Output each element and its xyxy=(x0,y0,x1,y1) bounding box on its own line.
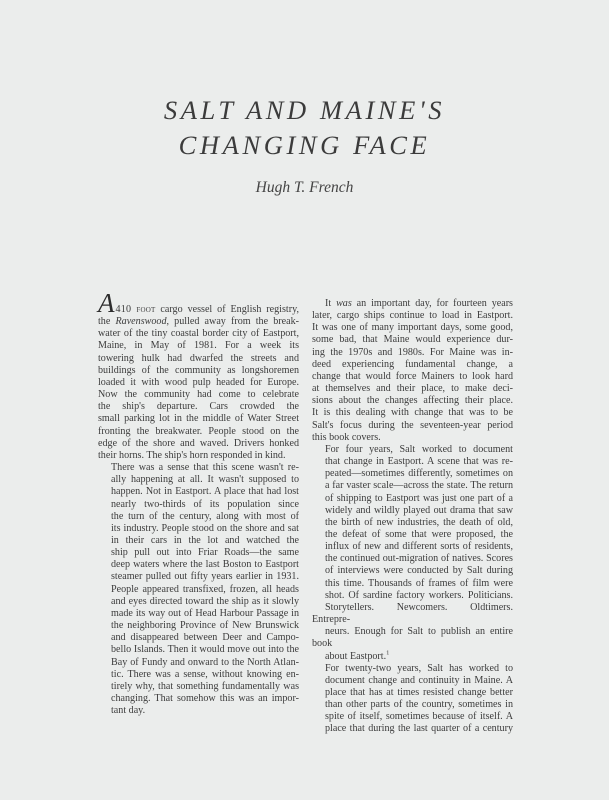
text-line: some bad, that Maine would experience dur- xyxy=(312,334,513,346)
right-column xyxy=(312,298,513,736)
text-line: that change in Eastport. A scene that was re- xyxy=(325,456,513,468)
text-line: ally happening at all. It wasn't supposed to xyxy=(111,474,299,486)
emphasis: was xyxy=(336,298,352,309)
text-line: tirely why, that something fundamentally was xyxy=(111,680,299,692)
text-line: made its way out of Head Harbour Passage in xyxy=(111,607,299,619)
text-line: tant day. xyxy=(111,705,146,717)
text-line: place that has at times resisted change better xyxy=(325,687,513,698)
author-byline: Hugh T. French xyxy=(255,179,354,196)
text-line: later, cargo ships continue to load in Eastport. xyxy=(312,310,513,322)
text-line: than other parts of the country, sometimes in xyxy=(325,699,513,711)
text-line: happen. Not in Eastport. A place that had lost xyxy=(111,486,299,498)
paragraph-opening xyxy=(98,288,299,462)
chapter-title-line-1: SALT AND MAINE'S xyxy=(163,95,446,125)
text-line: neurs. Enough for Salt to publish an entire book xyxy=(312,626,513,650)
text-line: deep waters where the last Boston to Eastport xyxy=(111,559,299,571)
drop-cap: A xyxy=(98,288,115,318)
text-line: steamer pulled out fifty years earlier in 1931. xyxy=(111,571,299,583)
text-line: widely and wildly played out drama that saw xyxy=(325,504,513,516)
text-line: People appeared transfixed, frozen, all heads xyxy=(111,583,299,595)
text-line: Bay of Fundy and onward to the North Atlan- xyxy=(111,656,299,668)
paragraph xyxy=(312,663,513,736)
text-line: the neighboring Province of New Brunswick xyxy=(111,620,299,632)
text-line: and eyes directed toward the ship as it slowly xyxy=(111,595,299,607)
text-line: ing the 1970s and 1980s. For Maine was in- xyxy=(312,346,513,358)
paragraph xyxy=(312,444,513,663)
text-line: this time. Thousands of frames of film were xyxy=(325,577,513,589)
text-line: of shipping to Eastport was just one part of a xyxy=(325,492,513,504)
text-line: buildings of the community as longshoremen xyxy=(98,364,299,376)
text-line: in their cars in the lot and watched the xyxy=(111,534,299,546)
text-line: the Ravenswood, pulled away from the break- xyxy=(98,316,299,328)
text-line: It was one of many important days, some good, xyxy=(312,322,513,334)
left-column xyxy=(98,288,299,717)
text-line: edge of the shore and waved. Drivers honked xyxy=(98,437,299,449)
text-line: It is this dealing with change that was to be xyxy=(312,407,513,419)
text-line: Now the community had come to celebrate xyxy=(98,389,299,401)
text-line: the birth of new industries, the death of old, xyxy=(325,516,513,528)
paragraph xyxy=(312,298,513,444)
text-line: For four years, Salt worked to document xyxy=(325,443,513,455)
text-line: the continued out-migration of natives. Scores xyxy=(325,553,513,565)
text-line: nearly two-thirds of its population since xyxy=(111,498,299,510)
text-line: at themselves and their place, to make deci- xyxy=(312,383,513,395)
text-line: water of the tiny coastal border city of Eastport, xyxy=(98,328,299,340)
text-line: the turn of the century, along with most of xyxy=(111,510,299,522)
text-line: Salt's focus during the seventeen-year period xyxy=(312,419,513,431)
text-line: A410 foot cargo vessel of English registry, xyxy=(98,288,299,318)
text-line: change that would force Mainers to look hard xyxy=(312,370,513,382)
text-line: and disappeared between Deer and Campo- xyxy=(111,632,299,644)
text-line: deed experiencing fundamental change, a xyxy=(312,358,513,370)
text-line: the ship's departure. Cars crowded the xyxy=(98,401,299,413)
footnote-reference[interactable]: 1 xyxy=(386,649,390,657)
text-line: document change and continuity in Maine. A xyxy=(325,674,513,686)
chapter-title xyxy=(0,93,609,163)
text-line: peated—sometimes differently, sometimes on xyxy=(325,468,513,480)
text-line: bello Islands. Then it would move out into the xyxy=(111,644,299,656)
text-line: this book covers. xyxy=(312,431,381,443)
paragraph xyxy=(98,462,299,717)
text-line: It was an important day, for fourteen years xyxy=(325,298,513,309)
text-line: Maine, in May of 1981. For a week its xyxy=(98,340,299,352)
text-line: their horns. The ship's horn responded in kind. xyxy=(98,449,286,461)
chapter-title-line-2: CHANGING FACE xyxy=(178,130,431,160)
text-line: small parking lot in the middle of Water Street xyxy=(98,413,299,425)
text-line: the defeat of some that were proposed, the xyxy=(325,528,513,540)
text-line: For twenty-two years, Salt has worked to xyxy=(325,662,513,674)
text-line: changing. That somehow this was an impor- xyxy=(111,693,299,704)
text-line: loaded it with wood pulp headed for Europe. xyxy=(98,376,299,388)
ship-name: Ravenswood xyxy=(115,316,167,328)
text-line: tic. There was a sense, without knowing en- xyxy=(111,668,299,680)
text-line: sions about the changes affecting their place. xyxy=(312,395,513,407)
text-line: about Eastport.$^1$ xyxy=(325,649,390,662)
text-line: a far vaster scale—across the state. The return xyxy=(325,480,513,492)
text-line: fronting the breakwater. People stood on the xyxy=(98,425,299,437)
text-line: spite of itself, sometimes because of itself. A xyxy=(325,711,513,723)
text-line: There was a sense that this scene wasn't re- xyxy=(111,462,299,474)
text-line: its industry. People stood on the shore and sat xyxy=(111,522,299,534)
text-line: ship pull out into Friar Roads—the same xyxy=(111,547,299,559)
text-line: place that during the last quarter of a century xyxy=(325,723,513,735)
text-line: Storytellers. Newcomers. Oldtimers. Entrepre- xyxy=(312,601,513,626)
small-caps-opening: 410 foot xyxy=(115,304,156,315)
text-line: influx of new and different sorts of residents, xyxy=(325,541,513,553)
text-line: towering hulk had dwarfed the streets and xyxy=(98,352,299,364)
text-line: shot. Of sardine factory workers. Politicians. xyxy=(325,589,513,601)
text-line: of interviews were conducted by Salt during xyxy=(325,565,513,577)
